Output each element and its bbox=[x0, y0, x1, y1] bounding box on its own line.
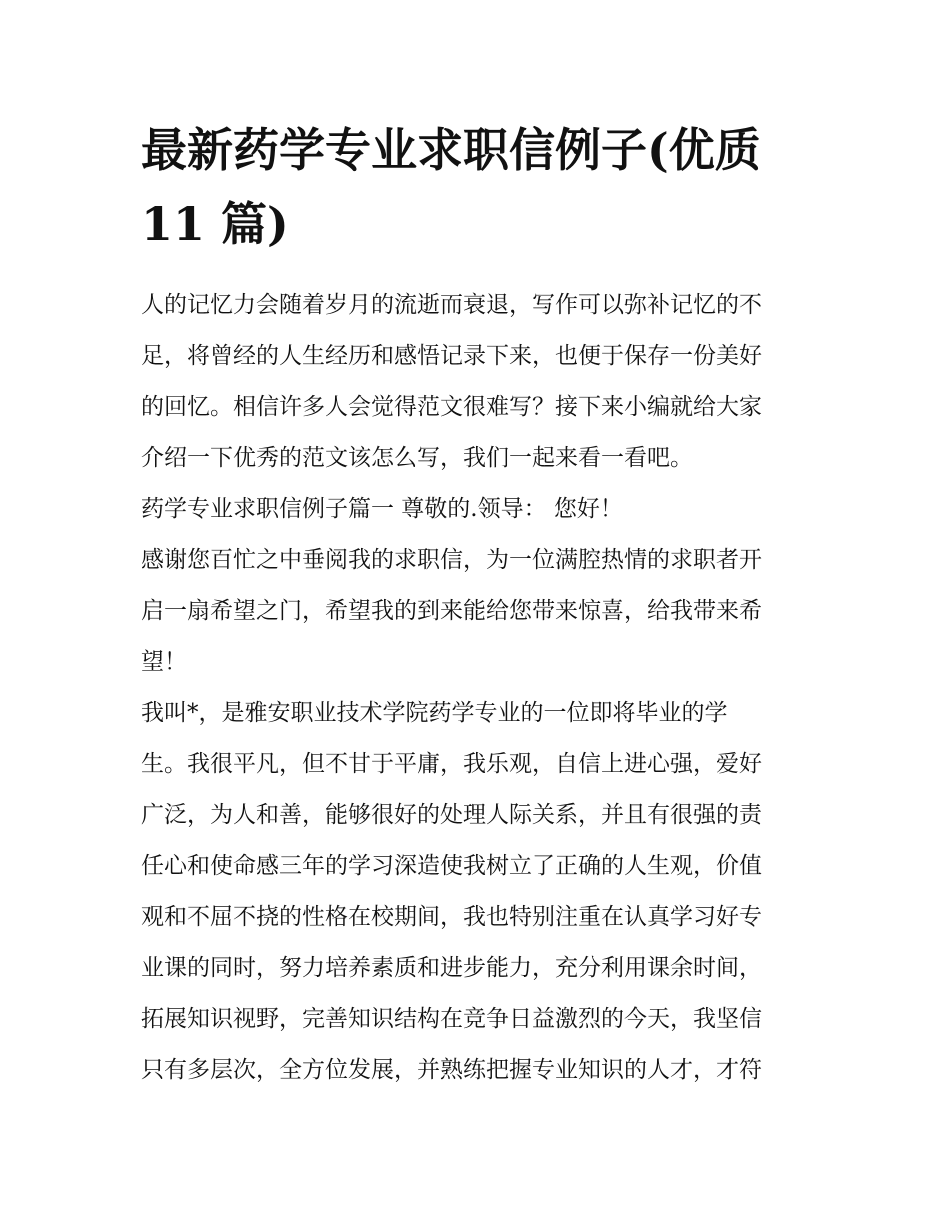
body-line: 的回忆。相信许多人会觉得范文很难写？接下来小编就给大家 bbox=[141, 394, 762, 420]
body-line: 介绍一下优秀的范文该怎么写，我们一起来看一看吧。 bbox=[141, 445, 693, 471]
body-line: 任心和使命感三年的学习深造使我树立了正确的人生观，价值 bbox=[141, 853, 762, 879]
title-line-2: 11 篇) bbox=[141, 197, 289, 251]
document-title bbox=[141, 113, 821, 261]
body-line: 足，将曾经的人生经历和感悟记录下来，也便于保存一份美好 bbox=[141, 343, 762, 369]
body-line: 广泛，为人和善，能够很好的处理人际关系，并且有很强的责 bbox=[141, 802, 762, 828]
body-line: 业课的同时，努力培养素质和进步能力，充分利用课余时间， bbox=[141, 955, 762, 981]
body-line: 拓展知识视野，完善知识结构在竞争日益激烈的今天，我坚信 bbox=[141, 1006, 762, 1032]
title-line-1: 最新药学专业求职信例子(优质 bbox=[141, 123, 761, 177]
body-line: 望！ bbox=[141, 649, 187, 675]
body-line: 我叫*，是雅安职业技术学院药学专业的一位即将毕业的学 bbox=[141, 700, 728, 726]
body-line: 感谢您百忙之中垂阅我的求职信，为一位满腔热情的求职者开 bbox=[141, 547, 762, 573]
document-body bbox=[141, 280, 813, 1096]
section-heading-line: 药学专业求职信例子篇一 尊敬的.领导： 您好！ bbox=[141, 496, 623, 522]
body-line: 只有多层次，全方位发展，并熟练把握专业知识的人才，才符 bbox=[141, 1057, 762, 1083]
body-line: 启一扇希望之门，希望我的到来能给您带来惊喜，给我带来希 bbox=[141, 598, 762, 624]
body-line: 生。我很平凡，但不甘于平庸，我乐观，自信上进心强，爱好 bbox=[141, 751, 762, 777]
body-line: 观和不屈不挠的性格在校期间，我也特别注重在认真学习好专 bbox=[141, 904, 762, 930]
body-line: 人的记忆力会随着岁月的流逝而衰退，写作可以弥补记忆的不 bbox=[141, 292, 762, 318]
